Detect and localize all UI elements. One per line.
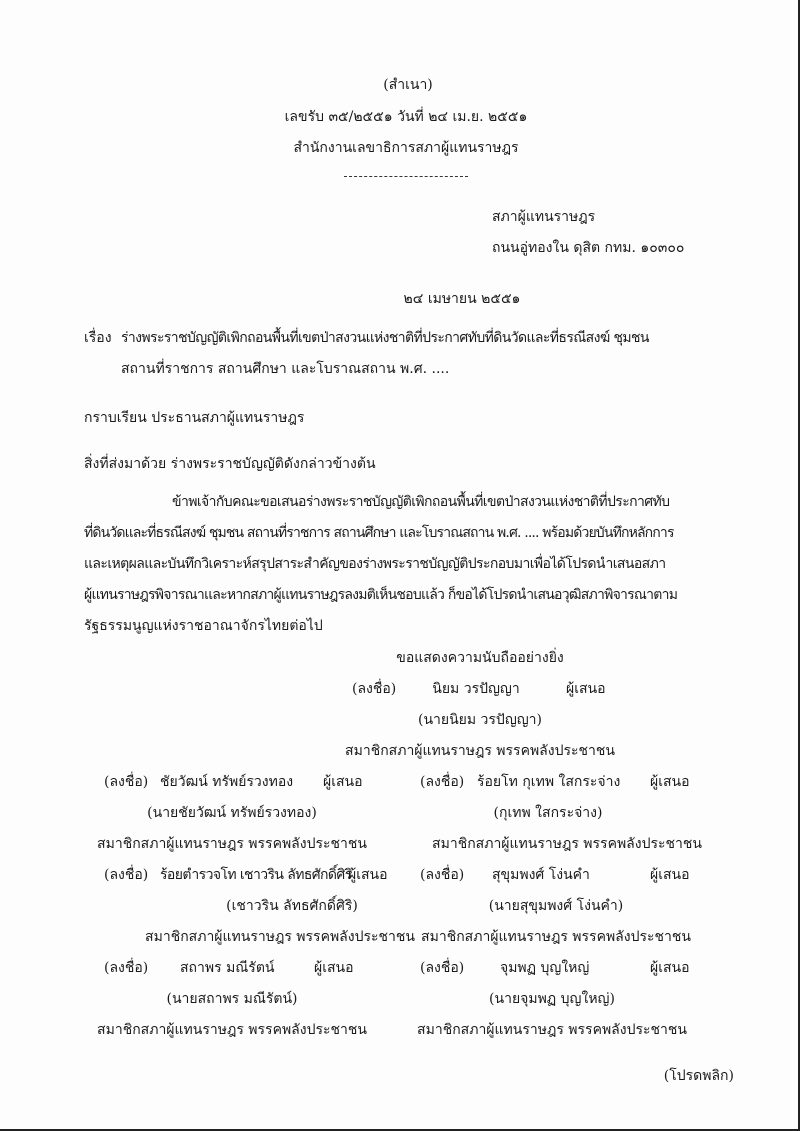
- signatory-position: สมาชิกสภาผู้แทนราษฎร พรรคพลังประชาชน: [345, 743, 615, 759]
- signatory-name: ชัยวัฒน์ ทรัพย์รวงทอง: [160, 774, 294, 790]
- proposer-label: ผู้เสนอ: [314, 960, 354, 976]
- signatory-name: สุขุมพงศ์ โง่นคำ: [492, 867, 590, 883]
- signatory-printed-name: (นายจุมพฏ บุญใหญ่): [489, 991, 615, 1007]
- signatory-position: สมาชิกสภาผู้แทนราษฎร พรรคพลังประชาชน: [432, 836, 702, 852]
- subject-line-2: สถานที่ราชการ สถานศึกษา และโบราณสถาน พ.ศ. ....: [121, 361, 450, 377]
- signatory-printed-name: (นายสุขุมพงศ์ โง่นคำ): [488, 898, 624, 914]
- enclosure: สิ่งที่ส่งมาด้วย ร่างพระราชบัญญัติดังกล่าวข้างต้น: [84, 456, 376, 472]
- body-line-3: และเหตุผลและบันทึกวิเคราะห์สรุปสาระสำคัญของร่างพระราชบัญญัติประกอบมาเพื่อได้โปรดนำเสนอสภา: [84, 556, 666, 572]
- signatory-printed-name: (กุเทพ ใสกระจ่าง): [493, 805, 603, 821]
- signatory-name: สถาพร มณีรัตน์: [180, 960, 275, 976]
- receiving-office: สำนักงานเลขาธิการสภาผู้แทนราษฎร: [293, 140, 519, 156]
- sign-label: (ลงชื่อ): [420, 867, 465, 883]
- proposer-label: ผู้เสนอ: [323, 774, 363, 790]
- body-line-4: ผู้แทนราษฎรพิจารณาและหากสภาผู้แทนราษฎรลงมติเห็นชอบแล้ว ก็ขอได้โปรดนำเสนอวุฒิสภาพิจารณาตาม: [84, 587, 678, 603]
- signatory-name: นิยม วรปัญญา: [432, 681, 520, 697]
- signatory-printed-name: (นายสถาพร มณีรัตน์): [166, 991, 298, 1007]
- signatory-name: ร้อยตำรวจโท เชาวริน ลัทธศักดิ์ศิริ: [160, 867, 352, 883]
- receipt-number: เลขรับ ๓๕/๒๕๕๑ วันที่ ๒๔ เม.ย. ๒๕๕๑: [284, 109, 528, 125]
- signatory-name: ร้อยโท กุเทพ ใสกระจ่าง: [477, 774, 621, 790]
- sign-label: (ลงชื่อ): [104, 774, 149, 790]
- proposer-label: ผู้เสนอ: [650, 774, 690, 790]
- body-line-5: รัฐธรรมนูญแห่งราชอาณาจักรไทยต่อไป: [84, 618, 323, 634]
- proposer-label: ผู้เสนอ: [348, 867, 388, 883]
- copy-note: (สำเนา): [383, 77, 433, 93]
- signatory-position: สมาชิกสภาผู้แทนราษฎร พรรคพลังประชาชน: [97, 1022, 367, 1038]
- proposer-label: ผู้เสนอ: [566, 681, 606, 697]
- turn-over-note: (โปรดพลิก): [663, 1068, 734, 1084]
- header-divider: [344, 176, 468, 177]
- body-line-1: ข้าพเจ้ากับคณะขอเสนอร่างพระราชบัญญัติเพิกถอนพื้นที่เขตป่าสงวนแห่งชาติที่ประกาศทับ: [172, 494, 670, 510]
- salutation: กราบเรียน ประธานสภาผู้แทนราษฎร: [84, 410, 305, 426]
- proposer-label: ผู้เสนอ: [650, 960, 690, 976]
- sign-label: (ลงชื่อ): [104, 960, 149, 976]
- sign-label: (ลงชื่อ): [352, 681, 397, 697]
- address-line-1: สภาผู้แทนราษฎร: [492, 209, 596, 225]
- proposer-label: ผู้เสนอ: [650, 867, 690, 883]
- subject-line-1: ร่างพระราชบัญญัติเพิกถอนพื้นที่เขตป่าสงวนแห่งชาติที่ประกาศทับที่ดินวัดและที่ธรณีสงฆ์ ชุมชน: [121, 330, 649, 346]
- signatory-printed-name: (เชาวริน ลัทธศักดิ์ศิริ): [226, 898, 358, 914]
- signatory-printed-name: (นายชัยวัฒน์ ทรัพย์รวงทอง): [147, 805, 317, 821]
- body-line-2: ที่ดินวัดและที่ธรณีสงฆ์ ชุมชน สถานที่ราชการ สถานศึกษา และโบราณสถาน พ.ศ. .... พร้อมด้วยบันทึกหลักการ: [84, 525, 674, 541]
- letter-date: ๒๔ เมษายน ๒๕๕๑: [403, 291, 521, 307]
- address-line-2: ถนนอู่ทองใน ดุสิต กทม. ๑๐๓๐๐: [492, 240, 685, 256]
- signatory-position: สมาชิกสภาผู้แทนราษฎร พรรคพลังประชาชน: [421, 929, 691, 945]
- sign-label: (ลงชื่อ): [420, 960, 465, 976]
- signatory-position: สมาชิกสภาผู้แทนราษฎร พรรคพลังประชาชน: [417, 1022, 687, 1038]
- subject-label: เรื่อง: [84, 330, 112, 346]
- signatory-position: สมาชิกสภาผู้แทนราษฎร พรรคพลังประชาชน: [145, 929, 415, 945]
- closing: ขอแสดงความนับถืออย่างยิ่ง: [396, 650, 564, 666]
- signatory-name: จุมพฏ บุญใหญ่: [500, 960, 590, 976]
- sign-label: (ลงชื่อ): [104, 867, 149, 883]
- signatory-printed-name: (นายนิยม วรปัญญา): [418, 712, 542, 728]
- sign-label: (ลงชื่อ): [420, 774, 465, 790]
- signatory-position: สมาชิกสภาผู้แทนราษฎร พรรคพลังประชาชน: [97, 836, 367, 852]
